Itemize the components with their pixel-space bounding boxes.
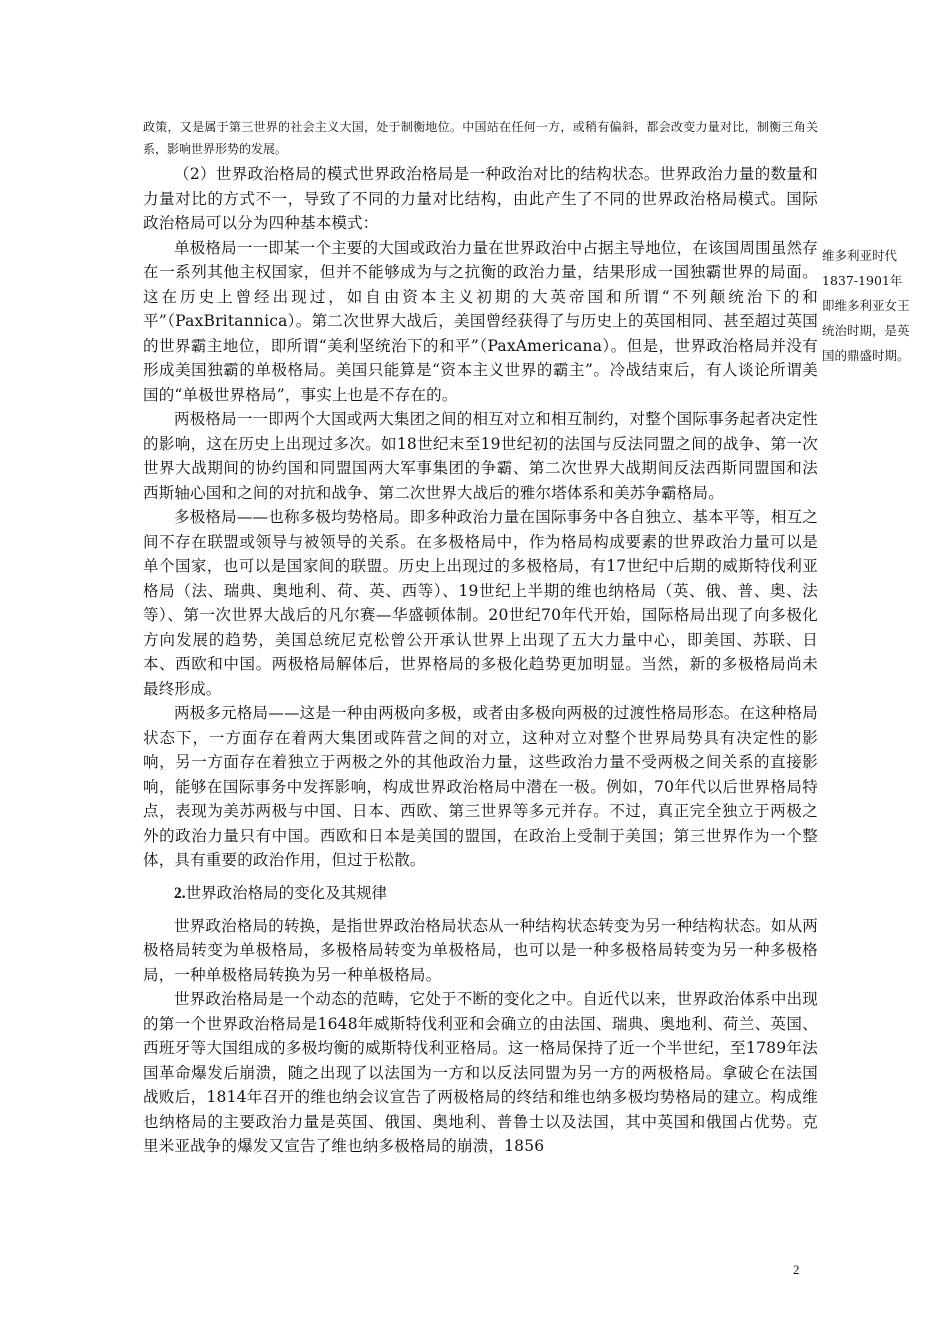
section-heading xyxy=(143,879,818,908)
intro-paragraph: 政策，又是属于第三世界的社会主义大国，处于制衡地位。中国站在任何一方，或稍有偏斜，都会改变力量对比，制衡三角关系，影响世界形势的发展。 xyxy=(143,120,818,156)
section-heading-number: 2. xyxy=(174,884,186,902)
page-number: 2 xyxy=(793,1262,800,1277)
margin-note: 维多利亚时代1837-1901年即维多利亚女王统治时期，是英国的鼎盛时期。 xyxy=(822,248,910,363)
paragraph-world-pattern-modes: （2）世界政治格局的模式世界政治格局是一种政治对比的结构状态。世界政治力量的数量和力量对比的方式不一，导致了不同的力量对比结构，由此产生了不同的世界政治格局模式。国际政治格局可以分为四种基本模式： xyxy=(143,165,818,232)
paragraph-multipolar: 多极格局——也称多极均势格局。即多种政治力量在国际事务中各自独立、基本平等，相互之间不存在联盟或领导与被领导的关系。在多极格局中，作为格局构成要素的世界政治力量可以是单个国家，也可以是国家间的联盟。历史上出现过的多极格局，有17世纪中后期的威斯特伐利亚格局（法、瑞典、奥地利、荷、英、西等）、19世纪上半期的维也纳格局（英、俄、普、奥、法等）、第一次世界大战后的凡尔赛—华盛顿体制。20世纪70年代开始，国际格局出现了向多极化方向发展的趋势，美国总统尼克松曾公开承认世界上出现了五大力量中心，即美国、苏联、日本、西欧和中国。两极格局解体后，世界格局的多极化趋势更加明显。当然，新的多极格局尚未最终形成。 xyxy=(143,508,818,698)
paragraph-unipolar: 单极格局一一即某一个主要的大国或政治力量在世界政治中占据主导地位，在该国周围虽然存在一系列其他主权国家，但并不能够成为与之抗衡的政治力量，结果形成一国独霸世界的局面。这在历史上曾经出现过，如自由资本主义初期的大英帝国和所谓“不列颠统治下的和平”（PaxBritannica）。第二次世界大战后，美国曾经获得了与历史上的英国相同、甚至超过英国的世界霸主地位，即所谓“美利坚统治下的和平”（PaxAmericana）。但是，世界政治格局并没有形成美国独霸的单极格局。美国只能算是“资本主义世界的霸主”。冷战结束后，有人谈论所谓美国的“单极世界格局”，事实上也是不存在的。 xyxy=(143,238,818,404)
paragraph-bipolar-pluralistic: 两极多元格局——这是一种由两极向多极，或者由多极向两极的过渡性格局形态。在这种格局状态下，一方面存在着两大集团或阵营之间的对立，这种对立对整个世界局势具有决定性的影响，另一方面存在着独立于两极之外的其他政治力量，这些政治力量不受两极之间关系的直接影响，能够在国际事务中发挥影响，构成世界政治格局中潜在一极。例如，70年代以后世界格局特点，表现为美苏两极与中国、日本、西欧、第三世界等多元并存。不过，真正完全独立于两极之外的政治力量只有中国。西欧和日本是美国的盟国，在政治上受制于美国；第三世界作为一个整体，具有重要的政治作用，但过于松散。 xyxy=(143,704,818,869)
section-heading-text: 世界政治格局的变化及其规律 xyxy=(185,883,388,902)
paragraph-pattern-history: 世界政治格局是一个动态的范畴，它处于不断的变化之中。自近代以来，世界政治体系中出现的第一个世界政治格局是1648年威斯特伐利亚和会确立的由法国、瑞典、奥地利、荷兰、英国、西班牙等大国组成的多极均衡的威斯特伐利亚格局。这一格局保持了近一个半世纪，至1789年法国革命爆发后崩溃，随之出现了以法国为一方和以反法同盟为另一方的两极格局。拿破仑在法国战败后，1814年召开的维也纳会议宣告了两极格局的终结和维也纳多极均势格局的建立。构成维也纳格局的主要政治力量是英国、俄国、奥地利、普鲁士以及法国，其中英国和俄国占优势。克里米亚战争的爆发又宣告了维也纳多极格局的崩溃，1856 xyxy=(143,990,818,1155)
main-text-column xyxy=(143,116,818,1159)
paragraph-bipolar: 两极格局一一即两个大国或两大集团之间的相互对立和相互制约，对整个国际事务起者决定性的影响，这在历史上出现过多次。如18世纪末至19世纪初的法国与反法同盟之间的战争、第一次世界大战期间的协约国和同盟国两大军事集团的争霸、第二次世界大战期间反法西斯同盟国和法西斯轴心国和之间的对抗和战争、第二次世界大战后的雅尔塔体系和美苏争霸格局。 xyxy=(143,410,818,502)
paragraph-pattern-transition: 世界政治格局的转换，是指世界政治格局状态从一种结构状态转变为另一种结构状态。如从两极格局转变为单极格局，多极格局转变为单极格局，也可以是一种多极格局转变为另一种多极格局，一种单极格局转换为另一种单极格局。 xyxy=(143,916,818,984)
